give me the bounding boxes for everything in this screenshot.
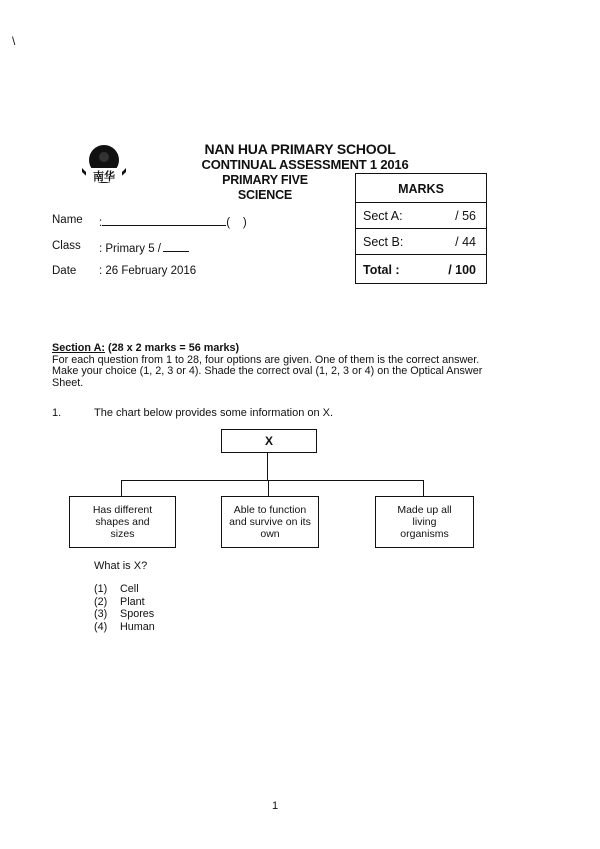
chart-box-label: Has different shapes and sizes [92, 504, 153, 540]
option-number: (3) [94, 608, 108, 620]
marks-table [355, 173, 487, 284]
date-label: Date [52, 265, 77, 277]
question-prompt: What is X? [94, 560, 148, 572]
marks-label: Sect A: [363, 209, 403, 223]
class-row [0, 240, 350, 256]
chart-box-shapes [69, 496, 176, 548]
section-a-title [52, 343, 502, 355]
class-field[interactable] [99, 240, 189, 255]
option-text: Spores [120, 608, 155, 620]
chart-connector [268, 480, 269, 496]
option-4[interactable] [94, 621, 155, 634]
section-a [52, 343, 502, 389]
chart-connector [423, 480, 424, 496]
page-number: 1 [271, 800, 279, 812]
option-1[interactable] [94, 583, 155, 596]
option-text: Plant [120, 595, 145, 608]
name-label: Name [52, 214, 83, 226]
question-number: 1. [52, 407, 62, 419]
marks-value: / 56 [455, 209, 476, 223]
class-label: Class [52, 240, 81, 252]
option-number: (4) [94, 620, 108, 633]
marks-value: / 44 [455, 235, 476, 249]
name-blank[interactable] [102, 214, 226, 226]
chart-box-label: Made up all living organisms [397, 504, 452, 540]
class-value: : Primary 5 / [99, 243, 161, 255]
chart-connector [121, 480, 122, 496]
assessment-title: CONTINUAL ASSESSMENT 1 2016 [201, 157, 409, 172]
marks-label: Sect B: [363, 235, 404, 249]
chart-box-label: Able to function and survive on its own [229, 504, 311, 540]
marks-row-sect-a [356, 202, 486, 228]
name-field[interactable] [99, 214, 247, 229]
chart-connector [121, 480, 424, 481]
date-value: : 26 February 2016 [99, 265, 197, 277]
level-title: PRIMARY FIVE [222, 173, 308, 187]
answer-options [94, 583, 155, 633]
subject-title: SCIENCE [237, 188, 293, 202]
stray-mark: \ [12, 34, 16, 48]
option-number: (1) [94, 583, 108, 595]
option-text: Human [120, 620, 155, 633]
marks-row-sect-b [356, 228, 486, 254]
class-blank[interactable] [163, 240, 189, 252]
chart-connector [267, 452, 268, 481]
section-a-instructions: For each question from 1 to 28, four options are given. One of them is the correct answer. Make your choice (1, 2, 3 or 4). Shade the correct oval (1, 2, 3 or 4) on the Optical Answer Sheet. [52, 353, 483, 389]
option-text: Cell [120, 583, 139, 595]
name-colon: : [99, 217, 103, 229]
marks-header: MARKS [398, 182, 444, 196]
marks-row-total [356, 254, 486, 283]
marks-label: Total : [363, 263, 400, 277]
register-paren-close: ) [242, 217, 247, 229]
school-name: NAN HUA PRIMARY SCHOOL [204, 141, 396, 157]
chart-box-function [221, 496, 319, 548]
question-text: The chart below provides some information on X. [94, 407, 334, 419]
chart-box-organisms [375, 496, 474, 548]
name-row [0, 214, 350, 230]
option-2[interactable] [94, 596, 155, 609]
date-row [0, 265, 350, 281]
chart-box-x: X [221, 429, 317, 453]
question-1 [52, 407, 452, 421]
option-3[interactable] [94, 608, 155, 621]
svg-text:南华: 南华 [93, 170, 115, 183]
marks-value: / 100 [448, 263, 476, 277]
register-paren-open: ( [226, 217, 231, 229]
section-a-heading: Section A: [52, 342, 105, 354]
section-a-marks: (28 x 2 marks = 56 marks) [105, 342, 240, 354]
option-number: (2) [94, 595, 108, 608]
